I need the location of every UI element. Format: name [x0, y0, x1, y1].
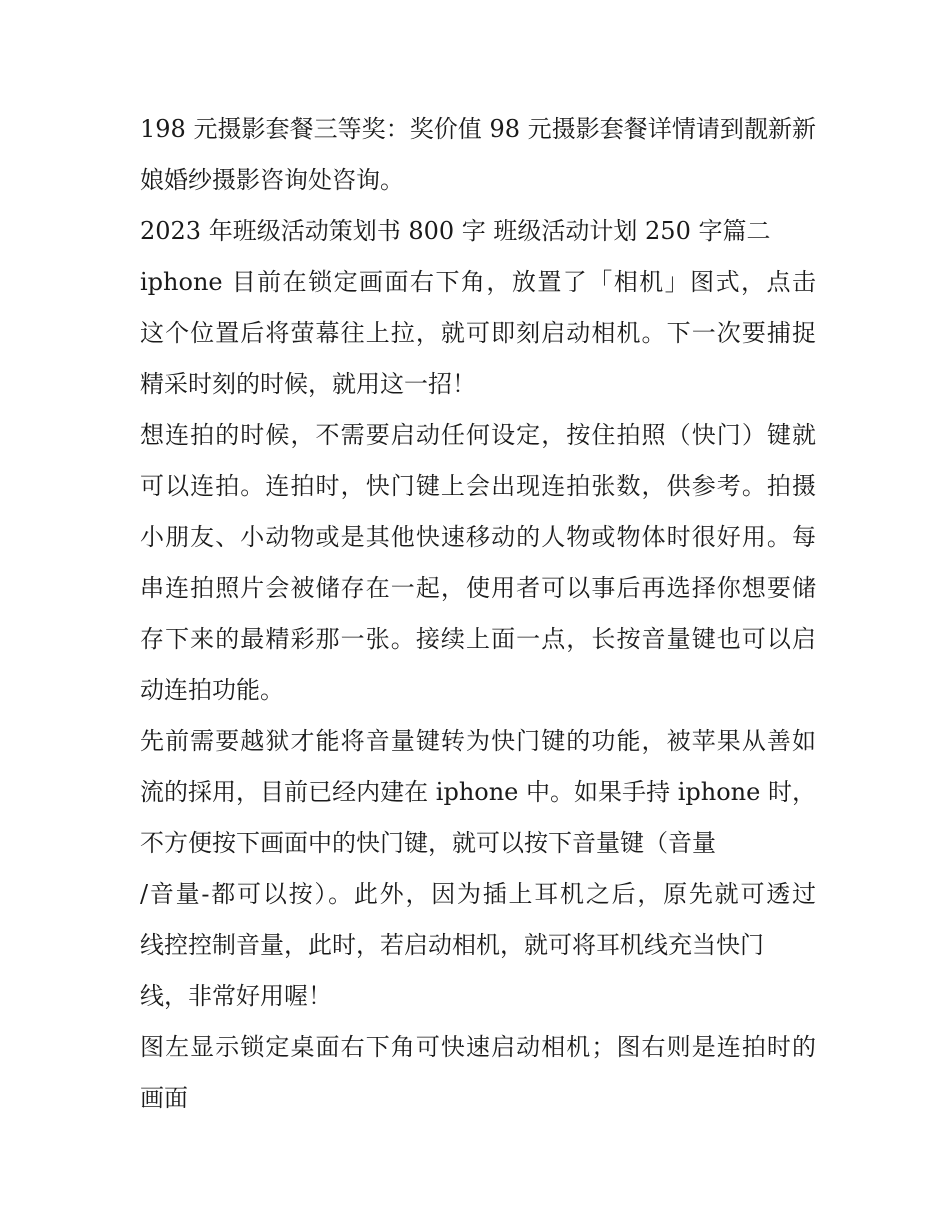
text-line: 小朋友、小动物或是其他快速移动的人物或物体时很好用。每	[140, 523, 816, 551]
text-line: iphone 目前在锁定画面右下角，放置了「相机」图式，点击	[140, 268, 816, 296]
paragraph-volume-shutter	[140, 716, 816, 1022]
text-line: 流的採用，目前已经内建在 iphone 中。如果手持 iphone 时，	[140, 778, 816, 806]
text-line: 不方便按下画面中的快门键，就可以按下音量键（音量	[140, 829, 716, 857]
paragraph-prize	[140, 104, 816, 206]
text-line: 想连拍的时候，不需要启动任何设定，按住拍照（快门）键就	[140, 421, 816, 449]
text-line: 娘婚纱摄影咨询处咨询。	[140, 166, 404, 194]
text-line: 可以连拍。连拍时，快门键上会出现连拍张数，供参考。拍摄	[140, 472, 816, 500]
text-line: 精采时刻的时候，就用这一招！	[140, 370, 476, 398]
text-line: 串连拍照片会被储存在一起，使用者可以事后再选择你想要储	[140, 574, 816, 602]
text-line: 这个位置后将萤幕往上拉，就可即刻启动相机。下一次要捕捉	[140, 319, 816, 347]
paragraph-lock-screen-camera	[140, 257, 816, 410]
text-line: 存下来的最精彩那一张。接续上面一点，长按音量键也可以启	[140, 625, 816, 653]
text-line: 线控控制音量，此时，若启动相机，就可将耳机线充当快门	[140, 931, 764, 959]
text-line: 198 元摄影套餐三等奖：奖价值 98 元摄影套餐详情请到靓新新	[140, 115, 816, 143]
text-line: 动连拍功能。	[140, 676, 284, 704]
text-line: 线，非常好用喔！	[140, 982, 332, 1010]
text-line: 画面	[140, 1084, 188, 1112]
document-body	[140, 104, 816, 1124]
text-line: 先前需要越狱才能将音量键转为快门键的功能，被苹果从善如	[140, 727, 816, 755]
paragraph-burst-mode	[140, 410, 816, 716]
text-line: 图左显示锁定桌面右下角可快速启动相机；图右则是连拍时的	[140, 1033, 816, 1061]
paragraph-heading	[140, 206, 816, 257]
section-heading: 2023 年班级活动策划书 800 字 班级活动计划 250 字篇二	[140, 217, 771, 245]
text-line: /音量-都可以按）。此外，因为插上耳机之后，原先就可透过	[140, 880, 816, 908]
paragraph-figure-caption	[140, 1022, 816, 1124]
